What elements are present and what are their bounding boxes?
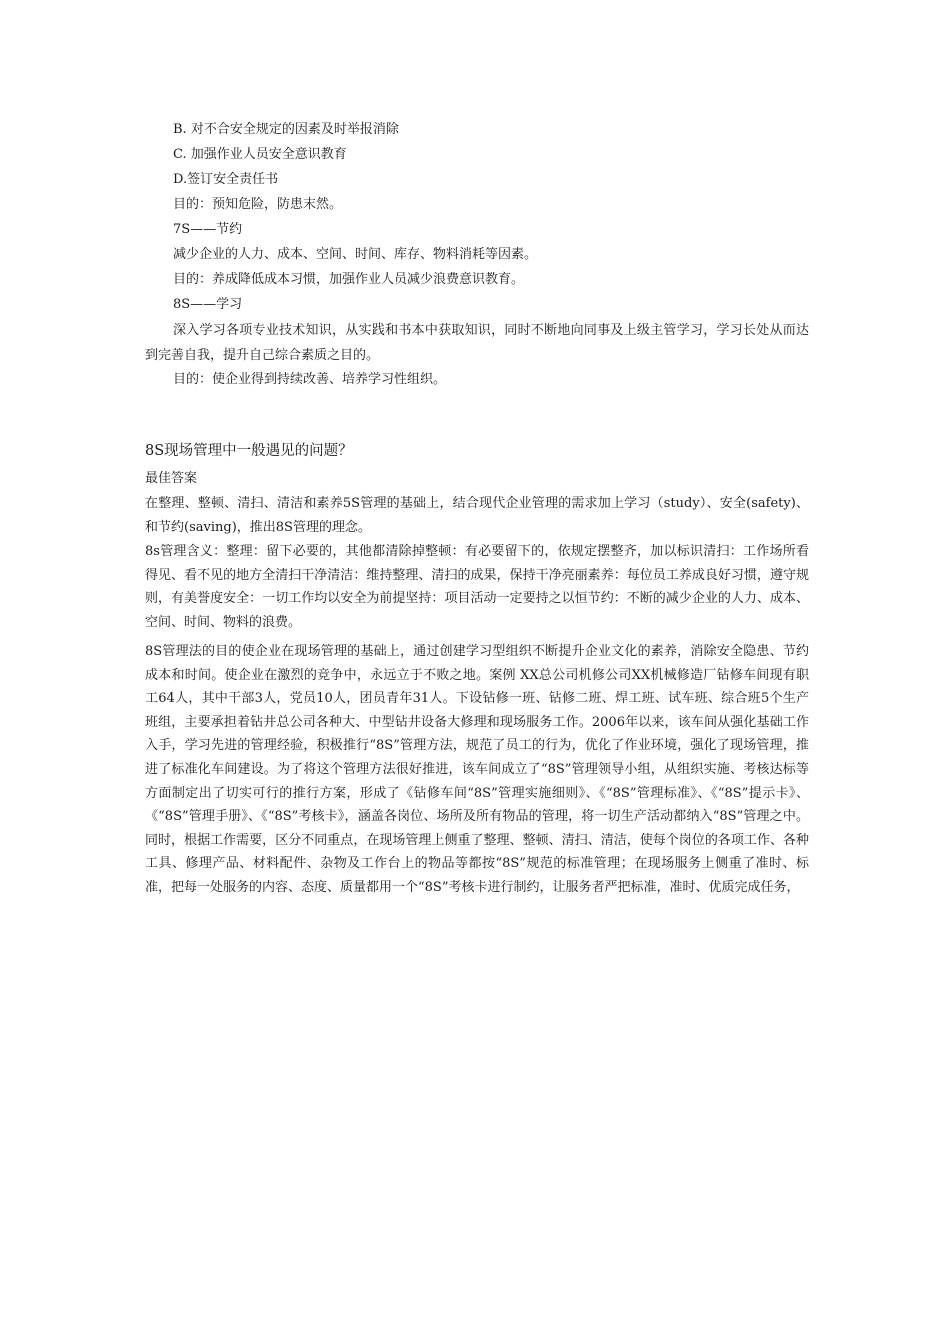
option-c-text: C. 加强作业人员安全意识教育 bbox=[173, 147, 347, 162]
section-title-7s: 7S——节约 bbox=[173, 222, 243, 237]
purpose-8s-text: 目的：使企业得到持续改善、培养学习性组织。 bbox=[173, 372, 447, 387]
description-7s: 减少企业的人力、成本、空间、时间、库存、物料消耗等因素。 bbox=[173, 247, 538, 262]
section-title-8s: 8S——学习 bbox=[173, 297, 243, 312]
question-heading: 8S现场管理中一般遇见的问题？ bbox=[145, 443, 353, 459]
purpose-6s-text: 目的：预知危险，防患末然。 bbox=[173, 197, 343, 212]
answer-paragraph-2: 8s管理含义：整理：留下必要的，其他都清除掉整顿：有必要留下的，依规定摆整齐，加以标识清扫：工作场所看得见、看不见的地方全清扫干净清洁：维持整理、清扫的成果，保持干净亮丽素养：每位员工养成良好习惯，遵守规则，有美誉度安全：一切工作均以安全为前提坚持：项目活动一定要持之以恒节约：不断的减少企业的人力、成本、空间、时间、物料的浪费。 bbox=[145, 544, 809, 630]
description-8s: 深入学习各项专业技术知识，从实践和书本中获取知识，同时不断地向同事及上级主管学习，学习长处从而达到完善自我，提升自己综合素质之目的。 bbox=[145, 323, 809, 363]
purpose-7s-text: 目的：养成降低成本习惯，加强作业人员减少浪费意识教育。 bbox=[173, 272, 525, 287]
answer-paragraph-1: 在整理、整顿、清扫、清洁和素养5S管理的基础上，结合现代企业管理的需求加上学习（study）、安全(safety)、和节约(saving)，推出8S管理的理念。 bbox=[145, 496, 809, 535]
option-d-text: D.签订安全责任书 bbox=[173, 172, 279, 187]
answer-paragraph-3: 8S管理法的目的使企业在现场管理的基础上，通过创建学习型组织不断提升企业文化的素养，消除安全隐患、节约成本和时间。使企业在激烈的竞争中，永远立于不败之地。案例 XX总公司机修公司XX机械修造厂钻修车间现有职工64人，其中干部3人，党员10人，团员青年31人。下设钻修一班、钻修二班、焊工班、试车班、综合班5个生产班组，主要承担着钻井总公司各种大、中型钻井设备大修理和现场服务工作。2006年以来，该车间从强化基础工作入手，学习先进的管理经验，积极推行“8S”管理方法，规范了员工的行为，优化了作业环境，强化了现场管理，推进了标准化车间建设。为了将这个管理方法很好推进，该车间成立了“8S”管理领导小组，从组织实施、考核达标等方面制定出了切实可行的推行方案，形成了《钻修车间“8S”管理实施细则》、《“8S”管理标准》、《“8S”提示卡》、《“8S”管理手册》、《“8S”考核卡》，涵盖各岗位、场所及所有物品的管理，将一切生产活动都纳入“8S”管理之中。同时，根据工作需要，区分不同重点，在现场管理上侧重了整理、整顿、清扫、清洁，使每个岗位的各项工作、各种工具、修理产品、材料配件、杂物及工作台上的物品等都按“8S”规范的标准管理；在现场服务上侧重了准时、标准，把每一处服务的内容、态度、质量都用一个“8S”考核卡进行制约，让服务者严把标准，准时、优质完成任务， bbox=[145, 644, 809, 895]
option-b-text: B. 对不合安全规定的因素及时举报消除 bbox=[173, 122, 399, 137]
best-answer-label: 最佳答案 bbox=[145, 471, 198, 486]
